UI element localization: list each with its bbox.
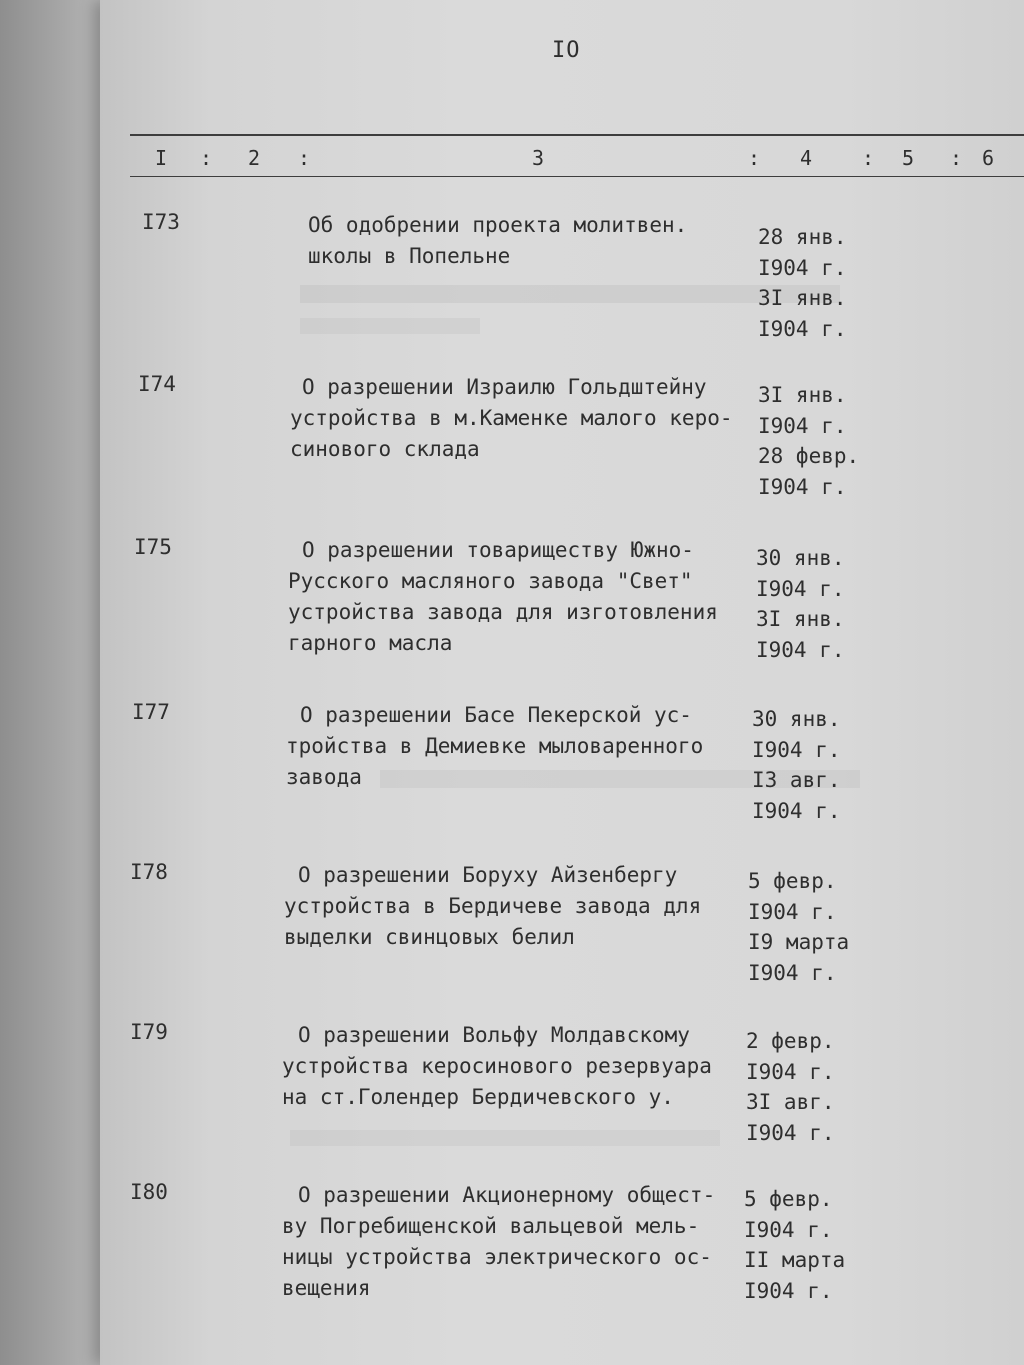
header-col-3: 3 [532, 146, 545, 170]
entry-title-line: О разрешении Басе Пекерской ус- [300, 703, 692, 727]
entry-dates [748, 866, 849, 988]
entry-title-line: гарного масла [288, 631, 453, 655]
entry-title-line: О разрешении Израилю Гольдштейну [302, 375, 707, 399]
header-col-1: I [155, 146, 168, 170]
date-end-year: I904 г. [756, 637, 845, 662]
date-start: 2 февр. [746, 1029, 835, 1053]
entry-number: I78 [130, 860, 168, 884]
date-end: 28 февр. [758, 444, 860, 468]
header-col-4: 4 [800, 146, 813, 170]
entry-title-line: О разрешении товариществу Южно- [302, 538, 694, 562]
entry-title-line: устройства завода для изготовления [288, 600, 718, 624]
date-end-year: I904 г. [758, 474, 847, 499]
entry-dates [744, 1184, 845, 1306]
entry-dates [758, 222, 847, 344]
entry-title-line: ву Погребищенской вальцевой мель- [282, 1214, 700, 1238]
entry-title [282, 1180, 742, 1304]
entry-title-line: завода [286, 765, 362, 789]
page-number: IO [552, 38, 581, 63]
date-start: 30 янв. [752, 707, 841, 731]
entry-number: I74 [138, 372, 176, 396]
entry-number: I77 [132, 700, 170, 724]
document-page [100, 0, 1024, 1365]
table-header-rule [130, 176, 1024, 177]
date-end: II марта [744, 1248, 846, 1272]
entry-title-line: устройства керосинового резервуара [282, 1054, 712, 1078]
date-end: 3I янв. [756, 607, 845, 631]
entry-title-line: вещения [282, 1276, 371, 1300]
entry-title-line: Русского масляного завода "Свет" [288, 569, 693, 593]
entry-title-line: школы в Попельне [308, 244, 511, 268]
date-start-year: I904 г. [752, 737, 841, 762]
entry-title-line: на ст.Голендер Бердичевского у. [282, 1085, 674, 1109]
bleed-through-2 [300, 318, 480, 334]
date-end-year: I904 г. [748, 960, 837, 985]
entry-dates [758, 380, 859, 502]
date-end: 3I авг. [746, 1090, 835, 1114]
date-end: 3I янв. [758, 286, 847, 310]
entry-dates [756, 543, 845, 665]
entry-title [308, 210, 768, 272]
header-col-2: 2 [248, 146, 261, 170]
date-start: 3I янв. [758, 383, 847, 407]
entry-title [288, 535, 748, 659]
header-sep-2: : [298, 146, 311, 170]
date-end: I3 авг. [752, 768, 841, 792]
date-start-year: I904 г. [758, 413, 847, 438]
entry-title [284, 860, 744, 953]
header-sep-4: : [862, 146, 875, 170]
header-col-6: 6 [982, 146, 995, 170]
entry-title-line: устройства в м.Каменке малого керо- [290, 406, 733, 430]
entry-title-line: тройства в Демиевке мыловаренного [286, 734, 704, 758]
entry-title [286, 700, 746, 793]
date-start-year: I904 г. [758, 255, 847, 280]
date-start: 30 янв. [756, 546, 845, 570]
entry-title [282, 1020, 742, 1113]
entry-title-line: Об одобрении проекта молитвен. [308, 213, 688, 237]
date-end-year: I904 г. [744, 1278, 833, 1303]
date-start-year: I904 г. [748, 899, 837, 924]
date-end: I9 марта [748, 930, 850, 954]
entry-title-line: синового склада [290, 437, 480, 461]
date-start: 5 февр. [748, 869, 837, 893]
entry-number: I79 [130, 1020, 168, 1044]
entry-title [290, 372, 750, 465]
entry-title-line: О разрешении Боруху Айзенбергу [298, 863, 678, 887]
entry-title-line: О разрешении Вольфу Молдавскому [298, 1023, 690, 1047]
header-col-5: 5 [902, 146, 915, 170]
date-end-year: I904 г. [752, 798, 841, 823]
date-start-year: I904 г. [744, 1217, 833, 1242]
header-sep-5: : [950, 146, 963, 170]
table-top-rule [130, 134, 1024, 136]
entry-number: I75 [134, 535, 172, 559]
entry-title-line: выделки свинцовых белил [284, 925, 575, 949]
entry-dates [752, 704, 841, 826]
entry-dates [746, 1026, 835, 1148]
entry-number: I80 [130, 1180, 168, 1204]
date-end-year: I904 г. [758, 316, 847, 341]
entry-title-line: ницы устройства электрического ос- [282, 1245, 712, 1269]
header-sep-3: : [748, 146, 761, 170]
header-sep-1: : [200, 146, 213, 170]
entry-title-line: устройства в Бердичеве завода для [284, 894, 702, 918]
date-start: 5 февр. [744, 1187, 833, 1211]
date-start-year: I904 г. [746, 1059, 835, 1084]
bleed-through-4 [290, 1130, 720, 1146]
date-start: 28 янв. [758, 225, 847, 249]
entry-title-line: О разрешении Акционерному общест- [298, 1183, 716, 1207]
date-end-year: I904 г. [746, 1120, 835, 1145]
entry-number: I73 [142, 210, 180, 234]
date-start-year: I904 г. [756, 576, 845, 601]
